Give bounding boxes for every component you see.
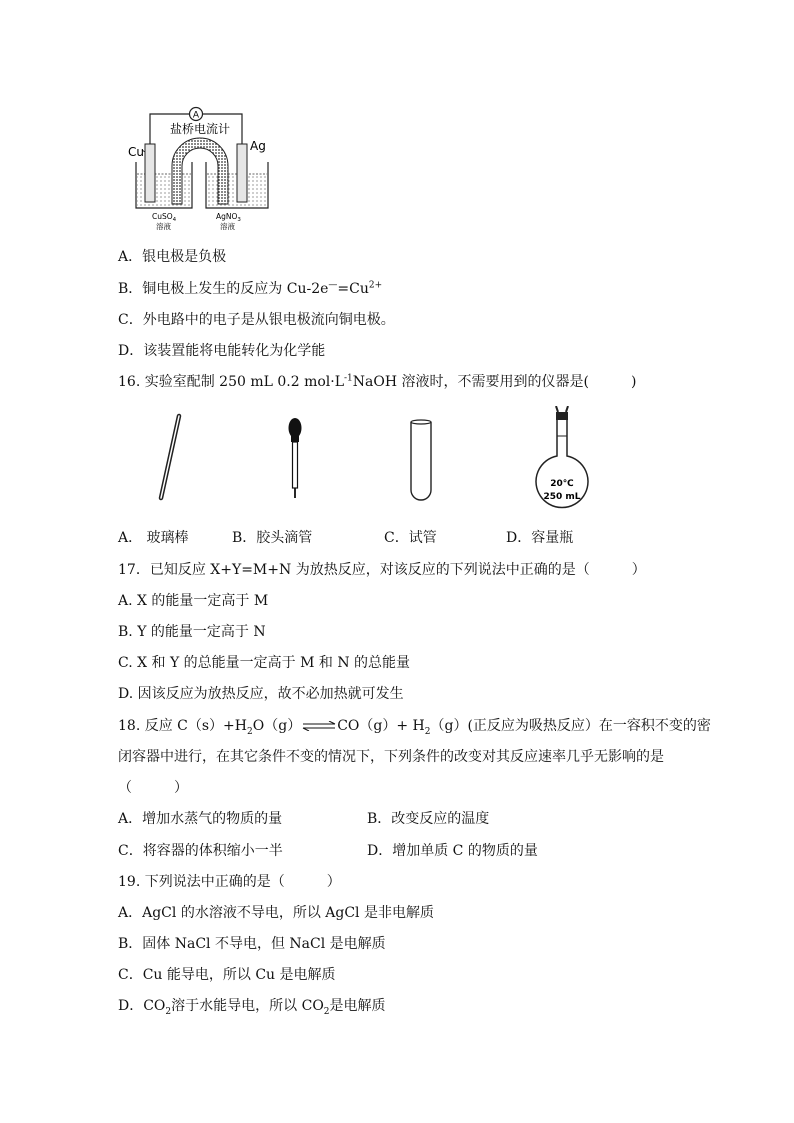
q17-option-b: B. Y 的能量一定高于 N: [118, 624, 266, 640]
q19-option-a: A．AgCl 的水溶液不导电，所以 AgCl 是非电解质: [118, 905, 434, 921]
agno3-label: AgNO$_3$: [216, 212, 241, 223]
q15-option-b: B．铜电极上发生的反应为 $Cu-2e^—=Cu^{2+}$: [118, 280, 383, 297]
q19-option-d: D．$CO_2$溶于水能导电，所以 $CO_2$是电解质: [118, 998, 386, 1017]
q15-option-d: D．该装置能将电能转化为化学能: [118, 343, 326, 359]
silver-electrode: [237, 144, 247, 202]
galvanic-cell-figure: [128, 104, 278, 234]
q18-stem-line2: 闭容器中进行，在其它条件不变的情况下，下列条件的改变对其反应速率几乎无影响的是: [118, 749, 664, 765]
flask-volume-label: 250 mL: [543, 492, 581, 502]
agno3-solution-label: 溶液: [220, 222, 235, 231]
cuso4-solution-label: 溶液: [156, 222, 171, 231]
q16-option-c: C．试管: [384, 530, 437, 546]
q16-stem: 16. 实验室配制 250 mL 0.2 $mol\cdot L^{-1}NaOH$ 溶液时，不需要用到的仪器是( ): [118, 373, 637, 390]
glass-rod-figure: [150, 412, 190, 504]
test-tube-figure: [406, 418, 436, 504]
volumetric-flask-figure: [530, 406, 594, 512]
q16-option-b: B．胶头滴管: [232, 530, 313, 546]
q18-option-d: D．增加单质 C 的物质的量: [367, 843, 538, 859]
q17-option-d: D. 因该反应为放热反应，故不必加热就可发生: [118, 686, 404, 702]
q15-option-c: C．外电路中的电子是从银电极流向铜电极。: [118, 312, 395, 328]
q16-option-a: A． 玻璃棒: [118, 530, 189, 546]
ammeter-label: A: [192, 110, 200, 121]
salt-bridge: [172, 138, 228, 204]
q18-stem-line1: 18. 反应 $C(s)+H_2O(g)$ $CO(g)+ H_2(g)$(正反应为吸热反应）在一容积不变的密: [118, 718, 711, 737]
q19-option-c: C．Cu 能导电，所以 Cu 是电解质: [118, 967, 336, 983]
cell-caption: 盐桥电流计: [169, 122, 231, 136]
copper-electrode: [145, 144, 155, 202]
q16-option-d: D．容量瓶: [506, 530, 574, 546]
q18-option-c: C．将容器的体积缩小一半: [118, 843, 283, 859]
q17-stem: 17．已知反应 X+Y=M+N 为放热反应，对该反应的下列说法中正确的是（ ）: [118, 562, 646, 578]
q17-option-c: C. X 和 Y 的总能量一定高于 M 和 N 的总能量: [118, 655, 411, 671]
q19-option-b: B．固体 NaCl 不导电，但 NaCl 是电解质: [118, 936, 386, 952]
ag-label: Ag: [250, 139, 266, 153]
flask-temp-label: 20℃: [550, 479, 574, 489]
cu-label: Cu: [128, 145, 144, 159]
q19-stem: 19. 下列说法中正确的是（ ）: [118, 874, 341, 890]
q15-option-a: A．银电极是负极: [118, 249, 227, 265]
q18-option-b: B．改变反应的温度: [367, 811, 490, 827]
q18-stem-line3: （ ）: [118, 780, 188, 796]
equilibrium-arrow-icon: [301, 721, 337, 731]
q17-option-a: A. X 的能量一定高于 M: [118, 593, 269, 609]
dropper-figure: [283, 416, 307, 502]
cuso4-label: CuSO$_4$: [152, 212, 177, 223]
q18-option-a: A．增加水蒸气的物质的量: [118, 811, 283, 827]
